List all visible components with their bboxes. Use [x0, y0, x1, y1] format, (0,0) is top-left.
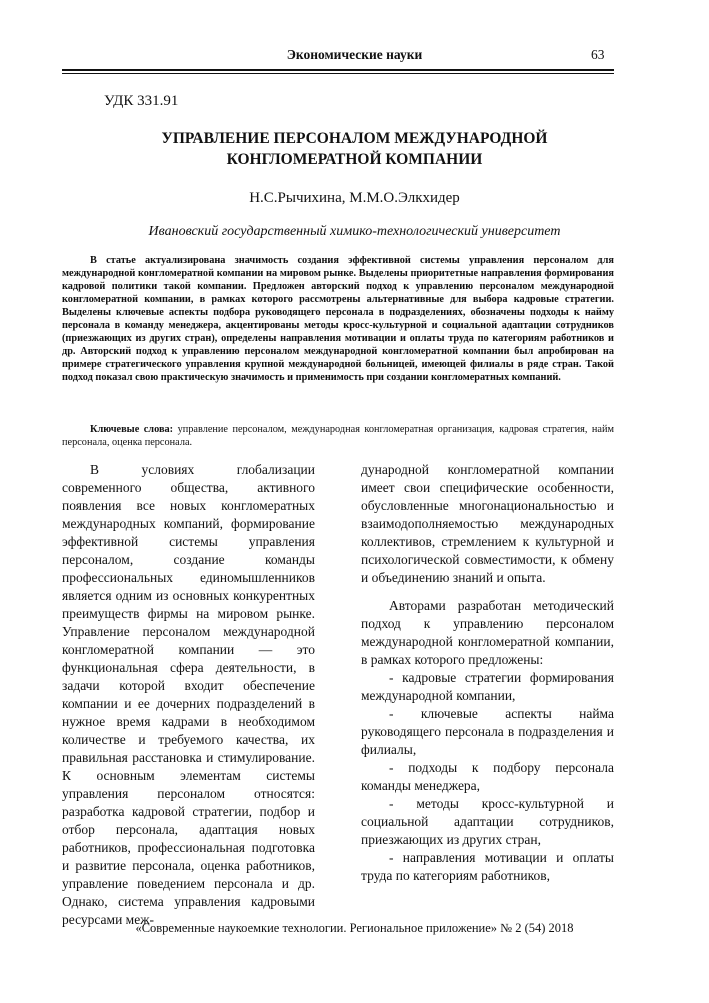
- list-item: - ключевые аспекты найма руководящего персонала в подразделения и филиалы,: [361, 706, 614, 757]
- article-title: [0, 128, 709, 170]
- list-item: - методы кросс-культурной и социальной адаптации сотрудников, приезжающих из других стран,: [361, 796, 614, 847]
- body-paragraph-continuation: дународной конгломератной компании имеет свои специфические особенности, обусловленные многонациональностью и взаимодополняемостью международных коллективов, стремлением к культурной и психологической совместимости, к обмену и объединению знаний и опыта.: [361, 462, 614, 585]
- body-paragraph-intro: Авторами разработан методический подход к управлению персоналом международной конгломератной компании, в рамках которого предложены:: [361, 598, 614, 667]
- article-title-line-2: КОНГЛОМЕРАТНОЙ КОМПАНИИ: [226, 151, 483, 168]
- keywords: [62, 423, 614, 449]
- running-header-title: Экономические науки: [286, 47, 423, 62]
- keywords-text: управление персоналом, международная конгломератная организация, кадровая стратегия, найм персонала, оценка персонала.: [62, 424, 615, 448]
- header-rule-thick: [62, 69, 614, 71]
- abstract: В статье актуализирована значимость создания эффективной системы управления персоналом для международной конгломератной компании на мировом рынке. Выделены приоритетные направления формирования кадровой политики такой компании. Предложен авторский подход к управлению персоналом международной конгломератной компании, в рамках которого рассмотрены альтернативные для выбора кадровые стратегии. Выделены ключевые аспекты подбора руководящего персонала в подразделениях, обозначены подходы к найму персонала в команду менеджера, акцентированы методы кросс-культурной и социальной адаптации сотрудников (приезжающих из других стран), определены направления мотивации и оплаты труда по категориям работников и др. Авторский подход к управлению персоналом международной конгломератной компании был апробирован на примере стратегического управления крупной международной больницей, имеющей филиалы в ряде стран. Такой подход показал свою практическую значимость и применимость при создании конгломератных компаний.: [62, 255, 614, 383]
- article-title-line-1: УПРАВЛЕНИЕ ПЕРСОНАЛОМ МЕЖДУНАРОДНОЙ: [161, 130, 548, 147]
- list-item: - кадровые стратегии формирования международной компании,: [361, 670, 614, 703]
- page-number: 63: [591, 47, 605, 62]
- list-item: - направления мотивации и оплаты труда по категориям работников,: [361, 850, 614, 883]
- header-rule-thin: [62, 73, 614, 74]
- keywords-label: Ключевые слова:: [90, 424, 174, 435]
- affiliation: Ивановский государственный химико-технологический университет: [148, 224, 561, 239]
- authors: Н.С.Рычихина, М.М.О.Элкхидер: [249, 190, 460, 206]
- body-column-left: [62, 461, 315, 929]
- udk-code: УДК 331.91: [104, 93, 179, 109]
- journal-footer: «Современные наукоемкие технологии. Региональное приложение» № 2 (54) 2018: [135, 921, 574, 935]
- body-column-right: [361, 461, 614, 885]
- body-paragraph: В условиях глобализации современного общества, активного появления все новых конгломератных международных компаний, формирование эффективной системы управления персоналом, создание команды профессиональных единомышленников является одним из основных конкурентных преимуществ фирмы на мировом рынке. Управление персоналом международной конгломератной компании — это функциональная сфера деятельности, в задачи которой входит обеспечение компании и ее дочерних подразделений в нужное время кадрами в необходимом количестве и требуемого качества, их правильная расстановка и стимулирование. К основным элементам системы управления персоналом относятся: разработка кадровой стратегии, подбор и отбор персонала, адаптация новых работников, профессиональная подготовка и развитие персонала, оценка работников, управление поведением персонала и др. Однако, система управления кадровыми ресурсами меж-: [62, 462, 315, 927]
- list-item: - подходы к подбору персонала команды менеджера,: [361, 760, 614, 793]
